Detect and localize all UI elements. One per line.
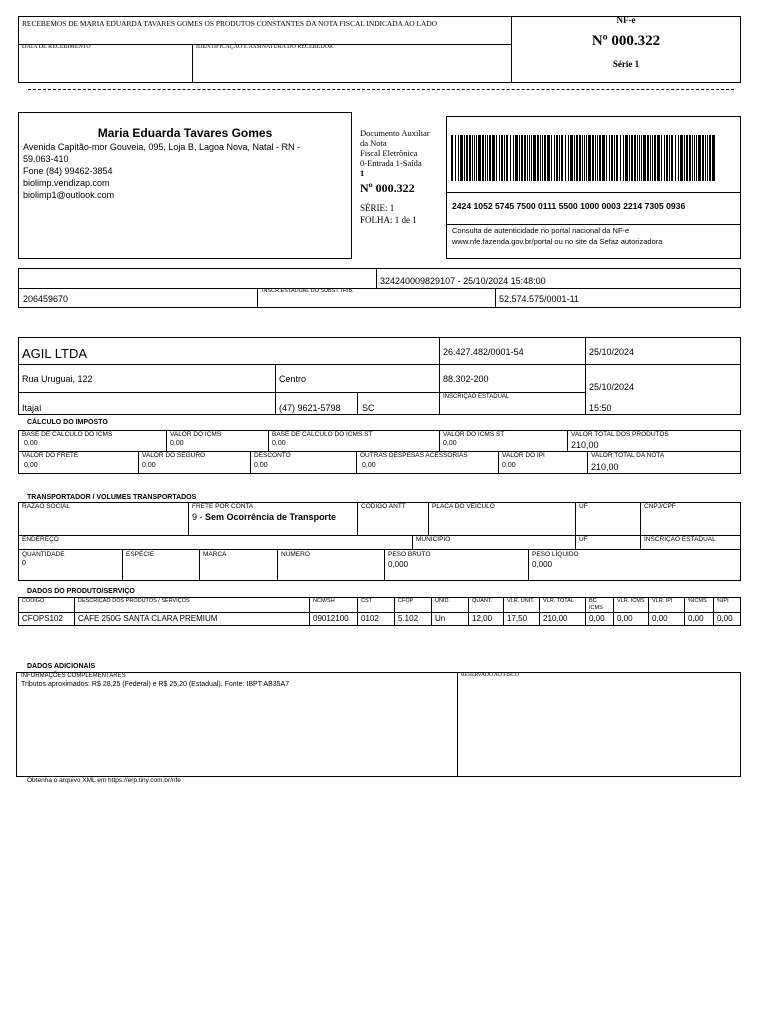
emitente-email: biolimp1@outlook.com	[23, 190, 115, 200]
barcode-bar	[529, 135, 530, 181]
especie-label: ESPÉCIE	[126, 551, 155, 558]
barcode-bar	[533, 135, 536, 181]
dest-hdivider-2	[18, 392, 585, 393]
emitente-site: biolimp.vendizap.com	[23, 178, 110, 188]
produtos-col-divider	[431, 597, 432, 626]
dest-vdivider-4	[357, 392, 358, 415]
transp-r1-div4	[575, 502, 576, 535]
uf2-label: UF	[579, 536, 588, 543]
barcode-bar	[570, 135, 573, 181]
barcode-bar	[664, 135, 665, 181]
barcode-bar	[620, 135, 621, 181]
header-descricao: DESCRIÇÃO DOS PRODUTOS / SERVIÇOS	[78, 598, 190, 604]
numero-label: NÚMERO	[281, 551, 310, 558]
valor-ipi-label: VALOR DO IPI	[502, 452, 545, 459]
endereco-label: ENDEREÇO	[22, 536, 59, 543]
danfe-line1: Documento Auxiliar	[360, 128, 430, 138]
barcode-bar	[611, 135, 613, 181]
produtos-col-divider	[503, 597, 504, 626]
dest-vdivider-3	[275, 364, 276, 415]
cell-descricao: CAFE 250G SANTA CLARA PREMIUM	[78, 614, 218, 623]
total-nota-label: VALOR TOTAL DA NOTA	[591, 452, 665, 459]
barcode-bar	[458, 135, 459, 181]
barcode-bar	[595, 135, 596, 181]
barcode-bar	[496, 135, 497, 181]
barcode-bar	[599, 135, 601, 181]
transp-r2-div1	[412, 535, 413, 549]
imposto-title: CÁLCULO DO IMPOSTO	[27, 419, 108, 426]
barcode-bar	[625, 135, 628, 181]
emitente-cnpj: 52.574.575/0001-11	[499, 294, 579, 304]
barcode-bar	[643, 135, 646, 181]
placa-label: PLACA DO VEÍCULO	[432, 503, 495, 510]
barcode-bar	[582, 135, 583, 181]
barcode-bar	[519, 135, 520, 181]
barcode-bar	[501, 135, 503, 181]
danfe-folha: FOLHA: 1 de 1	[360, 215, 417, 225]
razao-social-label: RAZÃO SOCIAL	[22, 503, 71, 510]
barcode-bar	[692, 135, 693, 181]
imposto-r2-div5	[587, 451, 588, 474]
chave-divider-1	[446, 192, 741, 193]
cell-pct-ipi: 0,00	[717, 614, 733, 623]
emitente-name: Maria Eduarda Tavares Gomes	[97, 126, 273, 140]
peso-liquido-label: PESO LÍQUIDO	[532, 551, 579, 558]
barcode-bar	[705, 135, 706, 181]
barcode-bar	[554, 135, 555, 181]
barcode-bar	[537, 135, 539, 181]
total-produtos-value: 210,00	[571, 440, 599, 450]
imposto-r2-div4	[498, 451, 499, 474]
barcode-bar	[521, 135, 523, 181]
base-icms-st-value: 0,00	[272, 440, 286, 447]
cell-quant: 12,00	[472, 614, 493, 623]
transp-r2-div2	[575, 535, 576, 549]
danfe-line3: Fiscal Eletrônica	[360, 148, 418, 158]
destinatario-name: AGIL LTDA	[22, 346, 88, 361]
header-vlr-unit: VLR. UNIT.	[507, 598, 535, 604]
barcode-bar	[694, 135, 695, 181]
barcode-bar	[504, 135, 505, 181]
barcode-bar	[547, 135, 550, 181]
barcode-bar	[510, 135, 511, 181]
emitente-address-line1: Avenida Capitão-mor Gouveia, 095, Loja B, Lagoa Nova, Natal - RN -	[23, 142, 300, 152]
xml-footer: Obtenha o arquivo XML em https://erp.tiny.com.br/nfe	[27, 777, 181, 784]
barcode-bar	[641, 135, 642, 181]
barcode-bar	[588, 135, 591, 181]
cell-vlr-ipi: 0,00	[652, 614, 668, 623]
barcode-bar	[657, 135, 660, 181]
cell-ncm: 09012100	[313, 614, 349, 623]
danfe-tipo: 1	[360, 168, 365, 178]
protocolo-text: 324240009829107 - 25/10/2024 15:48:00	[380, 276, 546, 286]
header-pct-ipi: %IPI	[717, 598, 729, 604]
cnpj-cpf-label: CNPJ/CPF	[644, 503, 676, 510]
outras-despesas-label: OUTRAS DESPESAS ACESSÓRIAS	[360, 452, 468, 459]
cell-vlr-unit: 17,50	[507, 614, 528, 623]
total-nota-value: 210,00	[591, 462, 619, 472]
produtos-header-divider	[18, 612, 741, 613]
peso-bruto-value: 0,000	[388, 560, 409, 569]
transporte-title: TRANSPORTADOR / VOLUMES TRANSPORTADOS	[27, 494, 197, 501]
date-emissao: 25/10/2024	[589, 347, 635, 357]
canhoto-number: Nº 000.322	[591, 33, 661, 49]
header-bc-icms: BC ICMS	[589, 598, 603, 611]
barcode-bar	[602, 135, 605, 181]
barcode-bar	[614, 135, 615, 181]
barcode-bar	[542, 135, 543, 181]
imposto-r2-div3	[356, 451, 357, 474]
cell-vlr-icms: 0,00	[617, 614, 633, 623]
nfe-label: NF-e	[616, 15, 636, 25]
transp-r3-div3	[277, 549, 278, 581]
reservado-fisco-label: RESERVADO AO FISCO	[461, 672, 519, 678]
emitente-address-line2: 59.063-410	[23, 154, 69, 164]
header-cst: CST	[361, 598, 372, 604]
barcode-bar	[451, 135, 453, 181]
barcode-bar	[597, 135, 598, 181]
cell-pct-icms: 0,00	[688, 614, 704, 623]
id-signature-label: IDENTIFICAÇÃO E ASSINATURA DO RECEBEDOR	[196, 44, 334, 50]
valor-icms-st-label: VALOR DO ICMS ST	[443, 431, 505, 438]
barcode-bar	[698, 135, 701, 181]
base-icms-value: 0,00	[24, 440, 38, 447]
barcode-bar	[464, 135, 465, 181]
produtos-col-divider	[585, 597, 586, 626]
header-pct-icms: %ICMS	[688, 598, 707, 604]
barcode-bar	[524, 135, 526, 181]
cut-line	[28, 89, 734, 90]
barcode-bar	[513, 135, 514, 181]
barcode-bar	[623, 135, 624, 181]
barcode-bar	[499, 135, 500, 181]
valor-seguro-label: VALOR DO SEGURO	[142, 452, 206, 459]
frete-description: Sem Ocorrência de Transporte	[205, 512, 337, 522]
adicionais-title: DADOS ADICIONAIS	[27, 663, 96, 670]
barcode-bar	[650, 135, 651, 181]
peso-bruto-label: PESO BRUTO	[388, 551, 431, 558]
uf-label: UF	[579, 503, 588, 510]
barcode-bar	[460, 135, 463, 181]
codigo-antt-label: CÓDIGO ANTT	[361, 503, 406, 510]
barcode-bar	[634, 135, 636, 181]
base-icms-label: BASE DE CÁLCULO DO ICMS	[22, 431, 113, 438]
valor-icms-label: VALOR DO ICMS	[170, 431, 222, 438]
chave-divider-2	[446, 224, 741, 225]
barcode	[451, 135, 717, 181]
danfe-line2: da Nota	[360, 138, 387, 148]
produtos-col-divider	[394, 597, 395, 626]
protocolo-hdivider	[18, 288, 741, 289]
barcode-bar	[565, 135, 566, 181]
header-codigo: CÓDIGO	[22, 598, 45, 604]
barcode-bar	[609, 135, 610, 181]
barcode-bar	[709, 135, 711, 181]
produtos-col-divider	[684, 597, 685, 626]
produtos-col-divider	[539, 597, 540, 626]
header-ncm: NCM/SH	[313, 598, 335, 604]
destinatario-ie-label: INSCRIÇÃO ESTADUAL	[443, 394, 510, 400]
barcode-bar	[551, 135, 552, 181]
barcode-bar	[689, 135, 691, 181]
barcode-bar	[561, 135, 563, 181]
transp-hdivider-2	[18, 549, 741, 550]
adicionais-divider	[457, 672, 458, 777]
municipio-label: MUNICÍPIO	[416, 536, 451, 543]
canhoto-serie: Série 1	[612, 59, 640, 69]
barcode-bar	[652, 135, 653, 181]
barcode-bar	[472, 135, 473, 181]
valor-frete-label: VALOR DO FRETE	[22, 452, 79, 459]
header-quant: QUANT.	[472, 598, 493, 604]
danfe-serie: SÉRIE: 1	[360, 203, 395, 213]
cell-cst: 0102	[361, 614, 379, 623]
dest-hdivider-1	[18, 364, 741, 365]
transp-r1-div5	[640, 502, 641, 535]
desconto-value: 0,00	[254, 462, 268, 469]
barcode-bar	[544, 135, 546, 181]
transp-r3-div5	[528, 549, 529, 581]
barcode-bar	[707, 135, 708, 181]
barcode-bar	[584, 135, 585, 181]
produtos-col-divider	[613, 597, 614, 626]
produtos-col-divider	[309, 597, 310, 626]
consulta-line1: Consulta de autenticidade no portal nacional da NF-e	[452, 226, 630, 235]
cell-vlr-total: 210,00	[543, 614, 568, 623]
barcode-bar	[684, 135, 685, 181]
barcode-bar	[671, 135, 673, 181]
barcode-bar	[639, 135, 640, 181]
barcode-bar	[466, 135, 468, 181]
barcode-bar	[476, 135, 477, 181]
header-unid: UNID.	[435, 598, 450, 604]
quantidade-value: 0	[22, 560, 26, 567]
barcode-bar	[540, 135, 541, 181]
dest-vdivider-1	[439, 337, 440, 415]
danfe-line4: 0-Entrada 1-Saída	[360, 158, 422, 168]
transp-r2-div3	[640, 535, 641, 549]
outras-despesas-value: 0,00	[362, 462, 376, 469]
barcode-bar	[702, 135, 704, 181]
cell-bc-icms: 0,00	[589, 614, 605, 623]
emitente-phone: Fone (84) 99462-3854	[23, 166, 113, 176]
barcode-bar	[492, 135, 495, 181]
barcode-bar	[666, 135, 668, 181]
dest-vdivider-2	[585, 337, 586, 415]
barcode-bar	[586, 135, 587, 181]
barcode-bar	[482, 135, 484, 181]
barcode-bar	[631, 135, 633, 181]
imposto-r2-div2	[250, 451, 251, 474]
imposto-r1-div2	[268, 430, 269, 451]
barcode-bar	[579, 135, 581, 181]
barcode-bar	[669, 135, 670, 181]
produtos-col-divider	[648, 597, 649, 626]
transp-hdivider-1	[18, 535, 741, 536]
marca-label: MARCA	[203, 551, 227, 558]
quantidade-label: QUANTIDADE	[22, 551, 65, 558]
frete-value	[192, 512, 336, 522]
transp-r1-div2	[357, 502, 358, 535]
date-saida: 25/10/2024	[589, 382, 635, 392]
barcode-bar	[559, 135, 560, 181]
info-complementares-text: Tributos aproximados: R$ 28,25 (Federal) e R$ 25,20 (Estadual). Fonte: IBPT AB35A7	[21, 681, 290, 688]
header-cfop: CFOP	[398, 598, 414, 604]
destinatario-cep: 88.302-200	[443, 374, 489, 384]
barcode-bar	[696, 135, 697, 181]
valor-seguro-value: 0,00	[142, 462, 156, 469]
valor-icms-value: 0,00	[170, 440, 184, 447]
inscricao-estadual: 206459670	[23, 294, 69, 304]
produtos-title: DADOS DO PRODUTO/SERVIÇO	[27, 588, 135, 595]
barcode-bar	[515, 135, 518, 181]
imposto-r1-div1	[166, 430, 167, 451]
consulta-line2: www.nfe.fazenda.gov.br/portal ou no site da Sefaz autorizadora	[452, 237, 663, 246]
cell-cfop: 5.102	[398, 614, 419, 623]
imposto-r1-div3	[439, 430, 440, 451]
imposto-r2-div1	[138, 451, 139, 474]
transp-r1-div1	[188, 502, 189, 535]
barcode-bar	[637, 135, 638, 181]
access-key: 2424 1052 5745 7500 0111 5500 1000 0003 2214 7305 0936	[452, 201, 686, 211]
protocolo-vdivider-1	[376, 268, 377, 288]
destinatario-bairro: Centro	[279, 374, 307, 384]
barcode-bar	[487, 135, 488, 181]
desconto-label: DESCONTO	[254, 452, 291, 459]
barcode-bar	[478, 135, 481, 181]
produtos-col-divider	[74, 597, 75, 626]
barcode-bar	[616, 135, 618, 181]
frete-label: FRETE POR CONTA	[192, 503, 254, 510]
destinatario-fone: (47) 9621-5798	[279, 403, 341, 413]
barcode-bar	[654, 135, 656, 181]
protocolo-vdivider-3	[495, 288, 496, 308]
transp-r3-div4	[384, 549, 385, 581]
barcode-bar	[489, 135, 491, 181]
danfe-number: Nº 000.322	[360, 181, 415, 195]
cell-unid: Un	[435, 614, 446, 623]
destinatario-uf: SC	[362, 403, 375, 413]
barcode-bar	[592, 135, 594, 181]
barcode-bar	[531, 135, 532, 181]
info-complementares-label: INFORMAÇÕES COMPLEMENTARES	[21, 673, 126, 679]
destinatario-cnpj: 26.427.482/0001-54	[443, 347, 524, 357]
valor-icms-st-value: 0,00	[443, 440, 457, 447]
receipt-text: RECEBEMOS DE MARIA EDUARDA TAVARES GOMES OS PRODUTOS CONSTANTES DA NOTA FISCAL INDICADA AO LADO	[22, 19, 438, 28]
barcode-bar	[686, 135, 688, 181]
barcode-bar	[568, 135, 569, 181]
barcode-bar	[647, 135, 649, 181]
date-receipt-label: DATA DE RECEBIMENTO	[22, 44, 91, 50]
barcode-bar	[576, 135, 578, 181]
cell-codigo: CFOPS102	[22, 614, 63, 623]
barcode-bar	[506, 135, 508, 181]
frete-code: 9 -	[192, 512, 206, 522]
barcode-bar	[712, 135, 715, 181]
valor-frete-value: 0,00	[24, 462, 38, 469]
barcode-bar	[527, 135, 528, 181]
hora-saida: 15:50	[589, 403, 612, 413]
base-icms-st-label: BASE DE CÁLCULO DO ICMS ST	[272, 431, 373, 438]
barcode-bar	[606, 135, 607, 181]
protocolo-vdivider-2	[257, 288, 258, 308]
header-vlr-ipi: VLR. IPI	[652, 598, 673, 604]
total-produtos-label: VALOR TOTAL DOS PRODUTOS	[571, 431, 669, 438]
imposto-r1-div4	[567, 430, 568, 451]
barcode-bar	[485, 135, 486, 181]
barcode-bar	[680, 135, 683, 181]
transp-r3-div1	[122, 549, 123, 581]
barcode-bar	[629, 135, 630, 181]
barcode-bar	[455, 135, 456, 181]
destinatario-municipio: Itajaí	[22, 403, 42, 413]
produtos-col-divider	[468, 597, 469, 626]
valor-ipi-value: 0,00	[502, 462, 516, 469]
barcode-bar	[574, 135, 575, 181]
transp-r1-div3	[428, 502, 429, 535]
peso-liquido-value: 0,000	[532, 560, 553, 569]
header-vlr-icms: VLR. ICMS	[617, 598, 645, 604]
barcode-bar	[469, 135, 471, 181]
barcode-bar	[675, 135, 676, 181]
barcode-bar	[661, 135, 662, 181]
transporte-box	[18, 502, 741, 581]
barcode-bar	[678, 135, 679, 181]
canhoto-divider-2	[192, 44, 193, 83]
transp-ie-label: INSCRIÇÃO ESTADUAL	[644, 536, 716, 543]
destinatario-address: Rua Uruguai, 122	[22, 374, 93, 384]
header-vlr-total: VLR. TOTAL	[543, 598, 574, 604]
produtos-col-divider	[357, 597, 358, 626]
barcode-bar	[474, 135, 475, 181]
produtos-col-divider	[713, 597, 714, 626]
ie-st-label: INSCR.ESTADUAL DO SUBST.TRIB.	[262, 288, 354, 294]
transp-r3-div2	[199, 549, 200, 581]
barcode-bar	[556, 135, 558, 181]
